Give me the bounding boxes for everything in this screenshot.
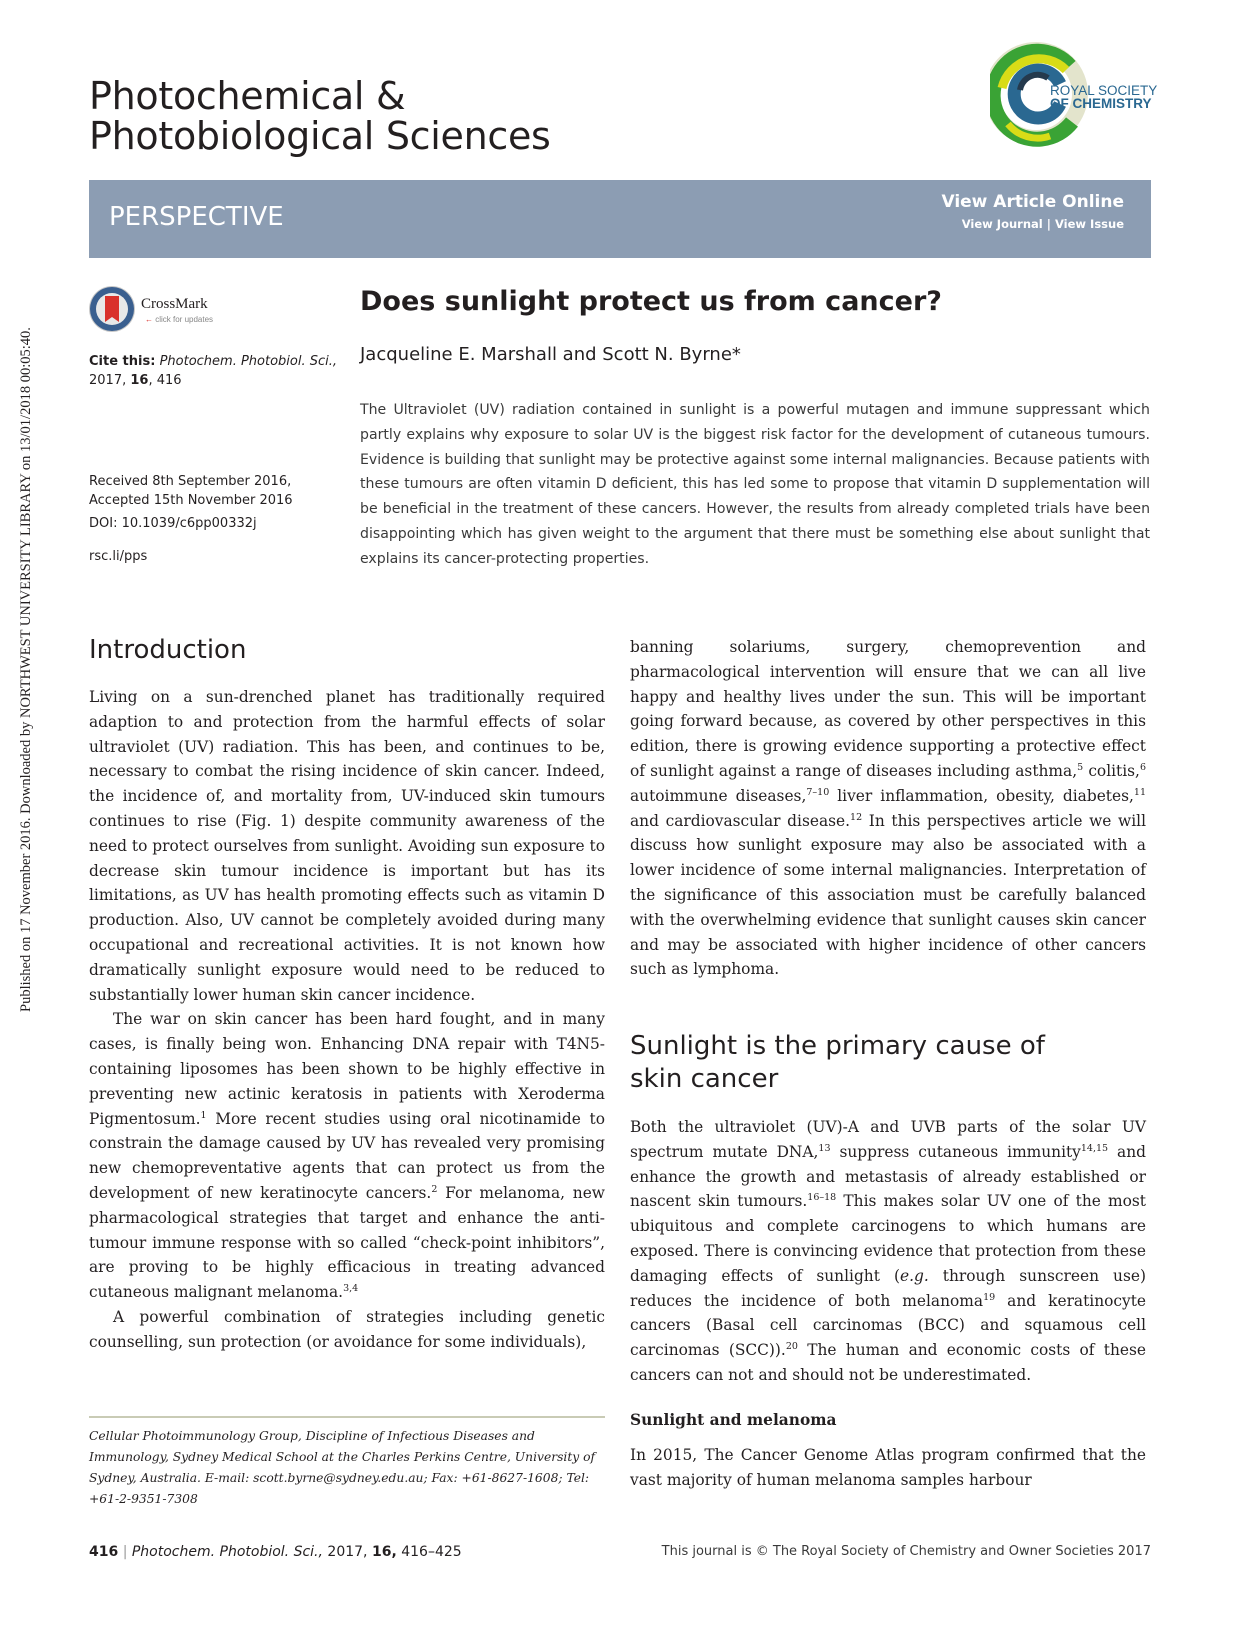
sunlight-paragraph-text	[630, 1115, 1146, 1388]
received-accepted-dates	[89, 472, 349, 510]
journal-title-line2: Photobiological Sciences	[89, 114, 551, 158]
ref-16-18[interactable]: 16–18	[807, 1192, 837, 1204]
body-left-column	[89, 685, 605, 1355]
citation: Cite this: Photochem. Photobiol. Sci., 2017, 16, 416	[89, 354, 338, 388]
melanoma-paragraph-text: In 2015, The Cancer Genome Atlas program confirmed that the vast majority of human melanoma samples harbour	[630, 1446, 1146, 1489]
crossmark-sub-text: click for updates	[155, 315, 214, 324]
text-run: colitis,	[1083, 761, 1140, 780]
footer-separator: |	[122, 1544, 128, 1560]
ref-20[interactable]: 20	[785, 1341, 798, 1353]
intro-paragraph-1: Living on a sun-drenched planet has traditionally required adaption to and protection from the harmful effects of solar ultraviolet (UV) radiation. This has been, and continues to be, necessary to combat the rising incidence of skin cancer. Indeed, the incidence of, and mortality from, UV-induced skin tumours continues to rise (Fig. 1) despite community awareness of the need to protect ourselves from sunlight. Avoiding sun exposure to decrease skin tumour incidence is important but has its limitations, as UV has health promoting effects such as vitamin D production. Also, UV cannot be completely avoided during many occupational and recreational activities. It is not known how dramatically sunlight exposure would need to be reduced to substantially lower human skin cancer incidence.	[89, 688, 605, 1004]
ref-12[interactable]: 12	[850, 811, 863, 823]
sunlight-paragraph	[630, 1115, 1146, 1388]
rsc-logo-line1: ROYAL SOCIETY	[1050, 83, 1158, 98]
author-affiliation: Cellular Photoimmunology Group, Discipline of Infectious Diseases and Immunology, Sydney Medical School at the Charles Perkins Centre, University of Sydney, Australia. E-mail: scott.byrne@sydney.edu.au; Fax: +61-8627-1608; Tel: +61-2-9351-7308	[89, 1429, 596, 1506]
intro-paragraph-3: A powerful combination of strategies including genetic counselling, sun protection (or avoidance for some individuals),	[89, 1307, 605, 1351]
intro-paragraph-2	[89, 1007, 605, 1305]
journal-link[interactable]: rsc.li/pps	[89, 549, 148, 564]
text-run: In this perspectives article we will discuss how sunlight exposure may also be associated with a lower incidence of some internal malignancies. Interpretation of the significance of this association must be carefully balanced with the overwhelming evidence that sunlight causes skin cancer and may be associated with higher incidence of other cancers such as lymphoma.	[630, 811, 1146, 979]
view-links	[962, 217, 1124, 231]
text-run: and enhance the growth and metastasis of already established or nascent skin tumours.	[630, 1142, 1146, 1211]
text-run: and keratinocyte cancers (Basal cell carcinomas (BCC) and squamous cell carcinomas (SCC)).	[630, 1291, 1146, 1360]
ref-14-15[interactable]: 14,15	[1080, 1142, 1109, 1154]
text-run: liver inflammation, obesity, diabetes,	[829, 786, 1134, 805]
view-article-online-link[interactable]: View Article Online	[941, 192, 1124, 212]
section-heading-introduction: Introduction	[89, 635, 247, 665]
view-links-separator: |	[1046, 217, 1051, 231]
footer-volume: 16,	[371, 1544, 397, 1560]
journal-title-line1: Photochemical &	[89, 74, 406, 118]
rsc-logo[interactable]	[990, 40, 1160, 152]
ref-6[interactable]: 6	[1139, 761, 1146, 773]
journal-title	[89, 76, 551, 156]
accepted-date: Accepted 15th November 2016	[89, 493, 293, 508]
ref-2[interactable]: 2	[431, 1183, 438, 1195]
footer-journal: Photochem. Photobiol. Sci.,	[131, 1544, 323, 1560]
ref-3-4[interactable]: 3,4	[343, 1283, 359, 1294]
footer-year: 2017,	[327, 1544, 368, 1560]
article-type-banner	[89, 180, 1151, 258]
text-run-italic: e.g.	[899, 1266, 929, 1285]
text-run: For melanoma, new pharmacological strategies that target and enhance the anti-tumour immune response with so called “check-point inhibitors”, are proving to be highly efficacious in treating advanced cutaneous malignant melanoma.	[89, 1183, 605, 1302]
text-run: Both the ultraviolet (UV)-A and UVB parts of the solar UV spectrum mutate DNA,	[630, 1118, 1146, 1161]
page-number: 416	[89, 1544, 119, 1560]
intro-paragraph-3-continued	[630, 635, 1146, 982]
text-run: The war on skin cancer has been hard fought, and in many cases, is finally being won. Enhancing DNA repair with T4N5-containing liposomes has been shown to be highly effective in preventing new actinic keratosis in patients with Xeroderma Pigmentosum.	[89, 1010, 605, 1128]
cite-journal: Photochem. Photobiol. Sci.,	[159, 354, 338, 369]
footer-pages: 416–425	[401, 1544, 462, 1560]
text-run: banning solariums, surgery, chemoprevention and pharmacological intervention will ensure that we can all live happy and healthy lives under the sun. This will be important going forward because, as covered by other perspectives in this edition, there is growing evidence supporting a protective effect of sunlight against a range of diseases including asthma,	[630, 638, 1146, 780]
received-date: Received 8th September 2016,	[89, 474, 292, 489]
ref-1[interactable]: 1	[200, 1109, 207, 1121]
crossmark-icon	[89, 286, 135, 332]
melanoma-paragraph	[630, 1443, 1146, 1493]
text-run: More recent studies using oral nicotinamide to constrain the damage caused by UV has revealed very promising new chemopreventative agents that can protect us from the development of new keratinocyte cancers.	[89, 1109, 605, 1202]
cite-volume: 16	[130, 373, 149, 388]
page-footer-citation	[89, 1544, 462, 1560]
cite-label: Cite this:	[89, 354, 156, 369]
ref-11[interactable]: 11	[1133, 786, 1146, 798]
ref-7-10[interactable]: 7–10	[806, 786, 830, 798]
text-run: This makes solar UV one of the most ubiquitous and complete carcinogens to which humans are exposed. There is convincing evidence that protection from these damaging effects of sunlight (	[630, 1192, 1146, 1285]
article-title: Does sunlight protect us from cancer?	[360, 286, 942, 317]
view-journal-link[interactable]: View Journal	[961, 217, 1043, 231]
section-heading-line1: Sunlight is the primary cause of	[630, 1031, 1045, 1061]
download-watermark: Published on 17 November 2016. Downloaded by NORTHWEST UNIVERSITY LIBRARY on 13/01/2018 00:05:40.	[18, 327, 34, 1012]
abstract: The Ultraviolet (UV) radiation contained in sunlight is a powerful mutagen and immune suppressant which partly explains why exposure to solar UV is the biggest risk factor for the development of cutaneous tumours. Evidence is building that sunlight may be protective against some internal malignancies. Because patients with these tumours are often vitamin D deficient, this has led some to propose that vitamin D supplementation will be beneficial in the treatment of these cancers. However, the results from already completed trials have been disappointing which has given weight to the argument that there must be something else about sunlight that explains its cancer-protecting properties.	[360, 402, 1150, 567]
ref-5[interactable]: 5	[1077, 761, 1084, 773]
article-type-label: PERSPECTIVE	[109, 202, 284, 232]
section-heading-line2: skin cancer	[630, 1064, 779, 1094]
ref-13[interactable]: 13	[818, 1142, 831, 1154]
copyright-notice: This journal is © The Royal Society of Chemistry and Owner Societies 2017	[661, 1544, 1151, 1559]
cite-page: 416	[156, 373, 182, 388]
crossmark-sub	[145, 315, 213, 324]
authors: Jacqueline E. Marshall and Scott N. Byrne*	[360, 344, 741, 365]
text-run: The human and economic costs of these cancers can not and should not be underestimated.	[630, 1341, 1146, 1384]
cite-year: 2017,	[89, 373, 127, 388]
text-run: and cardiovascular disease.	[630, 811, 851, 830]
body-right-column-top	[630, 635, 1146, 982]
text-run: autoimmune diseases,	[630, 786, 807, 805]
section-heading-sunlight	[630, 1030, 1150, 1096]
footnote-divider	[89, 1416, 605, 1418]
ref-19[interactable]: 19	[983, 1291, 996, 1303]
doi[interactable]: DOI: 10.1039/c6pp00332j	[89, 516, 257, 531]
view-issue-link[interactable]: View Issue	[1054, 217, 1124, 231]
crossmark-badge[interactable]	[89, 286, 229, 336]
arrow-left-icon: ←	[145, 315, 153, 324]
subsection-heading-melanoma: Sunlight and melanoma	[630, 1411, 837, 1429]
rsc-logo-line2: OF CHEMISTRY	[1050, 96, 1152, 111]
text-run: through sunscreen use) reduces the incidence of both melanoma	[630, 1266, 1146, 1310]
crossmark-label: CrossMark	[141, 296, 208, 312]
text-run: suppress cutaneous immunity	[830, 1142, 1081, 1161]
